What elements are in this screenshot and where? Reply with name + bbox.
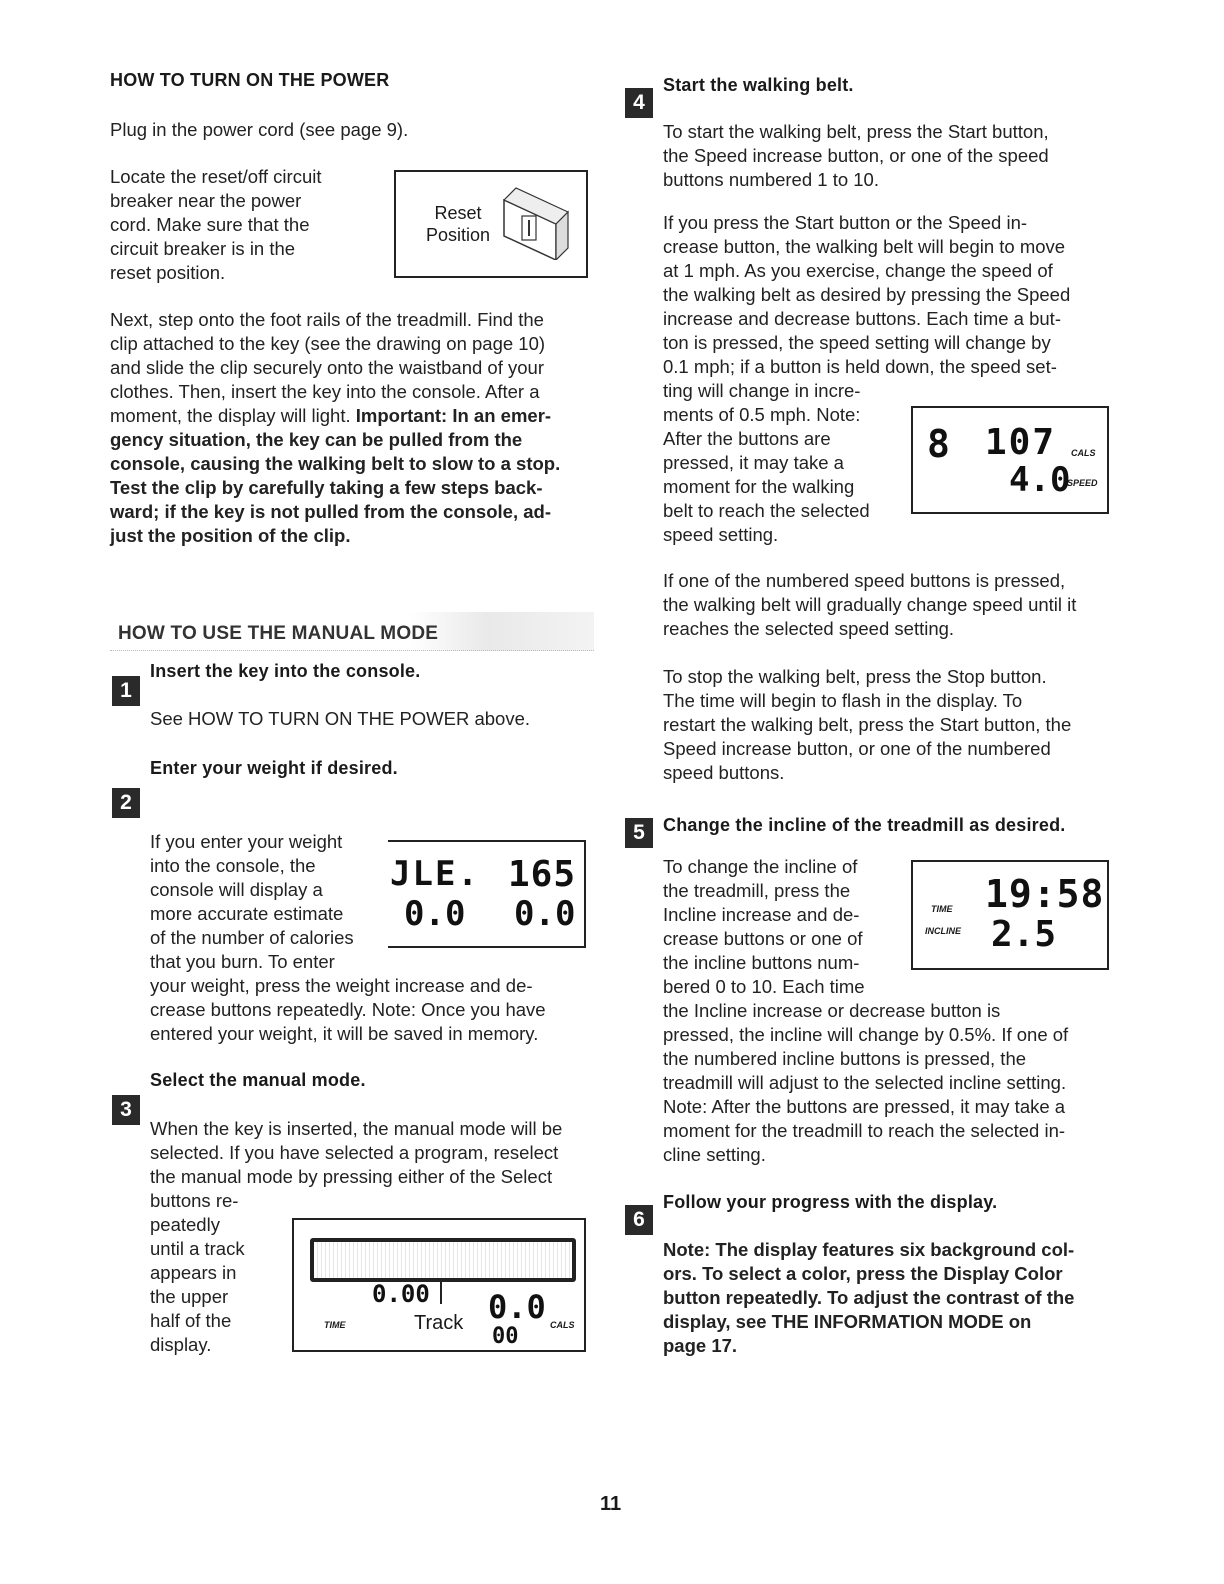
reset-label-line-2: Position <box>425 225 491 245</box>
step-3-line: appears in <box>150 1262 237 1283</box>
incline-lcd-time-digits: 19:58 <box>985 872 1105 916</box>
step-4-para-3 <box>663 569 1076 641</box>
step-6-note <box>663 1238 1074 1358</box>
power-heading: HOW TO TURN ON THE POWER <box>110 70 390 90</box>
step-5-line: the incline buttons num- <box>663 952 860 973</box>
speed-lcd-speed-label: SPEED <box>1067 478 1098 488</box>
step-3-line: selected. If you have selected a program, reselect <box>150 1142 559 1163</box>
key-line-plain: moment, the display will light. <box>110 405 356 426</box>
key-line: and slide the clip securely onto the waistband of your <box>110 357 544 378</box>
step-4-line: If one of the numbered speed buttons is pressed, <box>663 570 1066 591</box>
step-5-line: moment for the treadmill to reach the selected in- <box>663 1120 1066 1141</box>
step-4-line: the walking belt will gradually change speed until it <box>663 594 1077 615</box>
step-3-line: the manual mode by pressing either of the Select <box>150 1166 553 1187</box>
locate-line: breaker near the power <box>110 190 302 211</box>
step-6-line: ors. To select a color, press the Display Color <box>663 1263 1063 1284</box>
step-2-line: crease buttons repeatedly. Note: Once you have <box>150 999 546 1020</box>
step-4-line: the Speed increase button, or one of the speed <box>663 145 1049 166</box>
step-5-badge: 5 <box>625 818 653 848</box>
step-6-line: button repeatedly. To adjust the contrast of the <box>663 1287 1075 1308</box>
step-2-line: more accurate estimate <box>150 903 344 924</box>
step-2-line: entered your weight, it will be saved in memory. <box>150 1023 539 1044</box>
step-4-line: Speed increase button, or one of the numbered <box>663 738 1051 759</box>
reset-label-line-1: Reset <box>434 203 482 223</box>
step-4-line: 0.1 mph; if a button is held down, the speed set- <box>663 356 1057 377</box>
step-4-line: After the buttons are <box>663 428 831 449</box>
step-1-badge: 1 <box>112 676 140 706</box>
step-5-line: treadmill will adjust to the selected incline setting. <box>663 1072 1067 1093</box>
weight-lcd-value: 165 <box>508 854 577 895</box>
track-label: Track <box>414 1312 464 1334</box>
step-4-line: restart the walking belt, press the Start button, the <box>663 714 1072 735</box>
step-3-line: the upper <box>150 1286 229 1307</box>
step-2-line: If you enter your weight <box>150 831 343 852</box>
step-4-line: crease button, the walking belt will begin to move <box>663 236 1066 257</box>
step-4-line: speed setting. <box>663 524 779 545</box>
locate-line: cord. Make sure that the <box>110 214 310 235</box>
step-3-line: half of the <box>150 1310 232 1331</box>
step-2-line: that you burn. To enter <box>150 951 335 972</box>
key-line-5 <box>110 404 610 428</box>
step-5-title: Change the incline of the treadmill as desired. <box>663 815 1066 835</box>
track-calories-digits: 0.0 <box>488 1288 546 1326</box>
reset-label <box>418 202 498 246</box>
step-3-line: When the key is inserted, the manual mode will be <box>150 1118 563 1139</box>
speed-lcd-top-digits: 107 <box>985 422 1057 463</box>
step-2-line: of the number of calories <box>150 927 354 948</box>
incline-lcd-display <box>911 860 1109 970</box>
step-4-line: To stop the walking belt, press the Stop button. <box>663 666 1047 687</box>
step-2-line: your weight, press the weight increase and de- <box>150 975 533 996</box>
track-time-digits: 0.00 <box>372 1280 430 1308</box>
locate-line: reset position. <box>110 262 226 283</box>
step-3-line: buttons re- <box>150 1190 239 1211</box>
track-lcd-display <box>292 1218 586 1352</box>
locate-line: circuit breaker is in the <box>110 238 296 259</box>
step-6-line: Note: The display features six background col- <box>663 1239 1075 1260</box>
step-4-line: ting will change in incre- <box>663 380 861 401</box>
step-4-line: reaches the selected speed setting. <box>663 618 955 639</box>
breaker-switch-icon <box>496 180 576 260</box>
step-4-line: ments of 0.5 mph. Note: <box>663 404 861 425</box>
warning-line: console, causing the walking belt to slow to a stop. <box>110 453 561 474</box>
weight-lcd-label: JLE. <box>390 854 480 894</box>
key-line: clip attached to the key (see the drawing on page 10) <box>110 333 546 354</box>
step-4-line: If you press the Start button or the Speed in- <box>663 212 1028 233</box>
weight-lcd-left-digits: 0.0 <box>404 894 466 934</box>
step-5-line: cline setting. <box>663 1144 766 1165</box>
step-2-badge: 2 <box>112 788 140 818</box>
step-3-title: Select the manual mode. <box>150 1070 366 1090</box>
step-4-line: buttons numbered 1 to 10. <box>663 169 879 190</box>
warning-line: ward; if the key is not pulled from the console, ad- <box>110 501 551 522</box>
speed-lcd-display <box>911 406 1109 514</box>
key-line: Next, step onto the foot rails of the treadmill. Find the <box>110 309 544 330</box>
step-1-title: Insert the key into the console. <box>150 661 421 681</box>
locate-line: Locate the reset/off circuit <box>110 166 322 187</box>
step-4-para-1 <box>663 120 1049 192</box>
key-paragraph <box>110 308 610 548</box>
step-5-line: the treadmill, press the <box>663 880 851 901</box>
warning-line: gency situation, the key can be pulled from the <box>110 429 523 450</box>
step-3-line: peatedly <box>150 1214 220 1235</box>
step-6-badge: 6 <box>625 1205 653 1235</box>
step-3-line: until a track <box>150 1238 245 1259</box>
step-4-line: pressed, it may take a <box>663 452 844 473</box>
step-4-line: the walking belt as desired by pressing the Speed <box>663 284 1071 305</box>
track-time-label: TIME <box>324 1320 346 1330</box>
step-4-line: ton is pressed, the speed setting will change by <box>663 332 1051 353</box>
step-4-line: at 1 mph. As you exercise, change the speed of <box>663 260 1053 281</box>
step-5-line: crease buttons or one of <box>663 928 863 949</box>
warning-line: Test the clip by carefully taking a few steps back- <box>110 477 543 498</box>
speed-lcd-cals-label: CALS <box>1071 448 1096 458</box>
step-1-text: See HOW TO TURN ON THE POWER above. <box>150 708 531 729</box>
step-6-line: page 17. <box>663 1335 738 1356</box>
key-line: clothes. Then, insert the key into the console. After a <box>110 381 540 402</box>
step-3-badge: 3 <box>112 1095 140 1125</box>
speed-lcd-speed-digits: 4.0 <box>1009 460 1071 500</box>
step-6-title: Follow your progress with the display. <box>663 1192 998 1212</box>
locate-paragraph <box>110 165 322 285</box>
track-oval <box>310 1238 576 1282</box>
speed-lcd-left-digit: 8 <box>927 422 950 466</box>
track-bottom-digits: 00 <box>492 1324 519 1349</box>
manual-mode-heading: HOW TO USE THE MANUAL MODE <box>118 623 439 644</box>
weight-lcd-right-digits: 0.0 <box>514 894 576 934</box>
step-4-title: Start the walking belt. <box>663 75 854 95</box>
step-3-line: display. <box>150 1334 212 1355</box>
step-4-line: The time will begin to flash in the display. To <box>663 690 1023 711</box>
track-cals-label: CALS <box>550 1320 575 1330</box>
step-5-line: Note: After the buttons are pressed, it may take a <box>663 1096 1066 1117</box>
incline-lcd-incline-digits: 2.5 <box>991 914 1057 955</box>
key-line-bold: Important: In an emer- <box>355 405 552 426</box>
step-5-line: Incline increase and de- <box>663 904 860 925</box>
step-4-line: increase and decrease buttons. Each time a but- <box>663 308 1061 329</box>
step-2-line: into the console, the <box>150 855 316 876</box>
step-5-line: bered 0 to 10. Each time <box>663 976 865 997</box>
step-4-line: belt to reach the selected <box>663 500 870 521</box>
step-6-line: display, see THE INFORMATION MODE on <box>663 1311 1032 1332</box>
page-number: 11 <box>600 1493 622 1515</box>
warning-line: just the position of the clip. <box>110 525 351 546</box>
step-4-line: To start the walking belt, press the Start button, <box>663 121 1049 142</box>
step-2-line: console will display a <box>150 879 323 900</box>
step-2-title: Enter your weight if desired. <box>150 758 398 778</box>
step-4-para-4 <box>663 665 1071 785</box>
step-5-line: the numbered incline buttons is pressed, the <box>663 1048 1027 1069</box>
step-4-badge: 4 <box>625 88 653 118</box>
incline-lcd-time-label: TIME <box>931 904 953 914</box>
step-4-line: speed buttons. <box>663 762 785 783</box>
incline-lcd-incline-label: INCLINE <box>925 926 961 936</box>
step-5-line: pressed, the incline will change by 0.5%. If one of <box>663 1024 1069 1045</box>
step-5-line: the Incline increase or decrease button is <box>663 1000 1001 1021</box>
plug-text: Plug in the power cord (see page 9). <box>110 119 409 140</box>
step-4-line: moment for the walking <box>663 476 855 497</box>
weight-lcd-display <box>388 840 586 948</box>
step-5-line: To change the incline of <box>663 856 858 877</box>
track-start-line <box>440 1278 442 1304</box>
reset-switch-illustration <box>394 170 588 278</box>
